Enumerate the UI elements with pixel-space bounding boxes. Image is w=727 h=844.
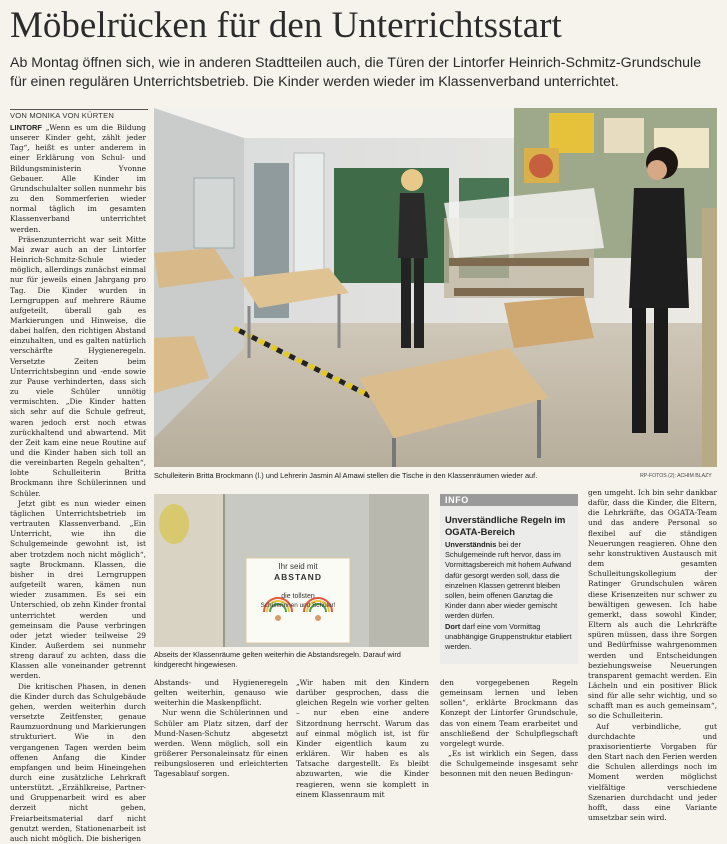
col3-paragraph-1: Abstands- und Hygieneregeln gelten weiterhin, genauso wie weiterhin die Maskenpflicht. xyxy=(154,678,288,708)
info-paragraph-1: Unverständnis bei der Schulgemeinde ruft hervor, dass im Vormittagsbereich mit hohem Aufwand dafür gesorgt werden soll, dass die einzelnen Klassen getrennt bleiben sollen, beim offenen Ganztag die Kinder dann aber wieder gemischt werden dürfen. xyxy=(445,540,572,621)
sign-line-4: Schülerinnen und Schüler! xyxy=(260,602,336,609)
col6-paragraph-1: gen umgeht. Ich bin sehr dankbar dafür, dass die Kinder, die Eltern, die Lehrkräfte, das OGATA-Team und das andere Personal so flexibel auf die ständigen Neuerungen reagieren. Ohne den sehr konstruktiven Austausch mit dem gesamten Schulleitungskollegium der Ratinger Grundschulen wären diese Krisenzeiten nur schwer zu bewältigen gewesen. Ich habe gemerkt, dass sowohl Kinder, Eltern als auch die Lehrkräfte spüren müssen, dass ihre Sorgen und Bedürfnisse wahrgenommen werden und Entscheidungen beziehungsweise Neuerungen transparent gemacht werden. Ein Lächeln und ein positiver Blick sind für alle sehr wichtig, und so schafft man es auch gemeinsam“, so die Schulleiterin. xyxy=(588,488,717,721)
col6-paragraph-2: Auf verbindliche, gut durchdachte und praxisorientierte Vorgaben für den Start nach den Ferien werden die Schulen allerdings noch im Moment werden möglichst vielfältige verschiedene Szenarien durchdacht und jeder hofft, dass eine Variante umsetzbar sein wird. xyxy=(588,721,717,822)
col1-paragraph-1: LINTORF „Wenn es um die Bildung unserer Kinder geht, zählt jeder Tag“, heißt es unter anderem in einer Erklärung von Schul- und Bildungsministerin Yvonne Gebauer. Alle Kinder im Grundschulalter sollen nunmehr bis zu den Sommerferien wieder normal täglich im gesamten Klassenverband unterrichtet werden. xyxy=(10,123,146,234)
sign-photo-caption: Abseits der Klassenräume gelten weiterhin die Abstandsregeln. Darauf wird kindgerecht hingewiesen. xyxy=(154,650,401,669)
sign-line-1: Ihr seid mit xyxy=(278,562,318,571)
info-headline: Unverständliche Regeln im OGATA-Bereich xyxy=(445,514,566,537)
col3-paragraph-2: Nur wenn die Schülerinnen und Schüler am Platz sitzen, darf der Mund-Nasen-Schutz abgesetzt werden. Wenn möglich, soll ein größerer Personaleinsatz für einen reibungsloseren und erleichterten Tagesablauf sorgen. xyxy=(154,708,288,779)
col5-paragraph-2: „Es ist wirklich ein Segen, dass die Schulgemeinde insgesamt sehr besonnen mit den neuen Bedingun- xyxy=(440,749,578,779)
column-5 xyxy=(440,678,578,788)
main-photo-caption: Schulleiterin Britta Brockmann (l.) und Lehrerin Jasmin Al Amawi stellen die Tische in den Klassenräumen wieder auf. xyxy=(154,471,538,480)
headline: Möbelrücken für den Unterrichtsstart xyxy=(10,5,562,46)
col1-paragraph-2: Präsenzunterricht war seit Mitte Mai zwar auch an der Lintorfer Heinrich-Schmitz-Schule wieder möglich, allerdings zunächst einmal nur für jeweils einen Jahrgang pro Tag. Die Kinder wurden in Lerngruppen auf mehrere Räume aufgeteilt, überall gab es Markierungen und Hinweise, die dabei halfen, den richtigen Abstand einzuhalten, und es galten natürlich verschärfte Hygieneregeln. Versetzte Zeiten beim Unterrichtsbeginn und -ende sowie zur Pause verhinderten, dass sich zu viele Schüler unnötig vermischten. „Die Kinder hatten sich sehr auf die Schule gefreut, waren jedoch erst noch etwas zurückhaltend und abwartend. Mit der Zeit kam eine neue Routine auf und die Kinder haben sich toll an die vereinbarten Regeln gehalten“, lobte Schulleiterin Britta Brockmann ihre Schülerinnen und Schüler. xyxy=(10,234,146,498)
sign-line-3: die tollsten xyxy=(281,593,315,600)
standfirst: Ab Montag öffnen sich, wie in anderen Stadtteilen auch, die Türen der Lintorfer Heinrich-Schmitz-Grundschule für einen regulären Unterrichtsbetrieb. Die Kinder werden wieder im Klassenverband unterrichtet. xyxy=(10,55,702,90)
col1-paragraph-4: Die kritischen Phasen, in denen die Kinder durch das Schulgebäude gehen, werden weiterhin durch versetzte Zeitfenster, genaue Raumzuordnung und Markierungen strukturiert. Wie in den vergangenen Tagen werden beim offenen Anfang die Kinder empfangen und beim Hineingehen durch eine zusätzliche Lehrkraft unterstützt. „Erzählkreise, Partner- und Gruppenarbeit wird es aber derzeit nicht geben, Freiarbeitsmaterial darf nicht genutzt werden, Stationenarbeit ist auch nicht möglich. Die bisherigen xyxy=(10,681,146,843)
info-paragraph-2: Dort darf eine vom Vormittag unabhängige Gruppenstruktur etabliert werden. xyxy=(445,621,572,652)
photo-credit: RP-FOTOS (2): ACHIM BLAZY xyxy=(640,473,712,479)
col4-paragraph-1: „Wir haben mit den Kindern darüber gesprochen, dass die gleichen Regeln wie vorher gelten – nur eben eine andere Sitzordnung herrscht. Warum das auf einmal möglich ist, ist für Kinder eigentlich kaum zu erklären. Wir haben es als Tatsache dargestellt. Es bleibt abzuwarten, wie die Kinder reagieren, wenn sie komplett in einem Klassenraum mit xyxy=(296,678,429,799)
column-3 xyxy=(154,678,288,788)
info-body xyxy=(445,540,573,652)
info-tag: INFO xyxy=(440,494,578,506)
classroom-photo-image xyxy=(154,108,717,467)
column-6 xyxy=(588,488,717,822)
sign-line-2: ABSTAND xyxy=(274,572,322,582)
info-box xyxy=(440,494,578,664)
byline-rule xyxy=(10,109,148,110)
byline: VON MONIKA VON KÜRTEN xyxy=(10,111,115,120)
column-1 xyxy=(10,123,146,843)
col5-paragraph-1: den vorgegebenen Regeln gemeinsam lernen und leben sollen“, erklärte Brockmann das Konzept der Lintorfer Grundschule, das von einem Team erarbeitet und anschließend der Schulpflegschaft vorgelegt wurde. xyxy=(440,678,578,748)
main-photo xyxy=(154,108,717,467)
dateline: LINTORF xyxy=(10,123,42,132)
column-4 xyxy=(296,678,429,799)
sign-text xyxy=(246,562,350,610)
col1-paragraph-3: Jetzt gibt es nun wieder einen täglichen Unterrichtsbetrieb im vertrauten Klassenverband. „Ein Unterricht, wie ihn die Schulgemeinde gewohnt ist, ist aber trotzdem noch nicht möglich“, sagte Brockmann. Klassen, die bisher in drei Lerngruppen aufgeteilt waren, kämen nun wieder zusammen. Es sei ein Unterschied, ob zehn Kinder frontal unterrichtet werden und gemeinsam die Pause verbringen oder jetzt wieder teilweise 29 Kinder. Außerdem sei nunmehr streng darauf zu achten, dass die Klassen alle voneinander getrennt werden. xyxy=(10,498,146,681)
